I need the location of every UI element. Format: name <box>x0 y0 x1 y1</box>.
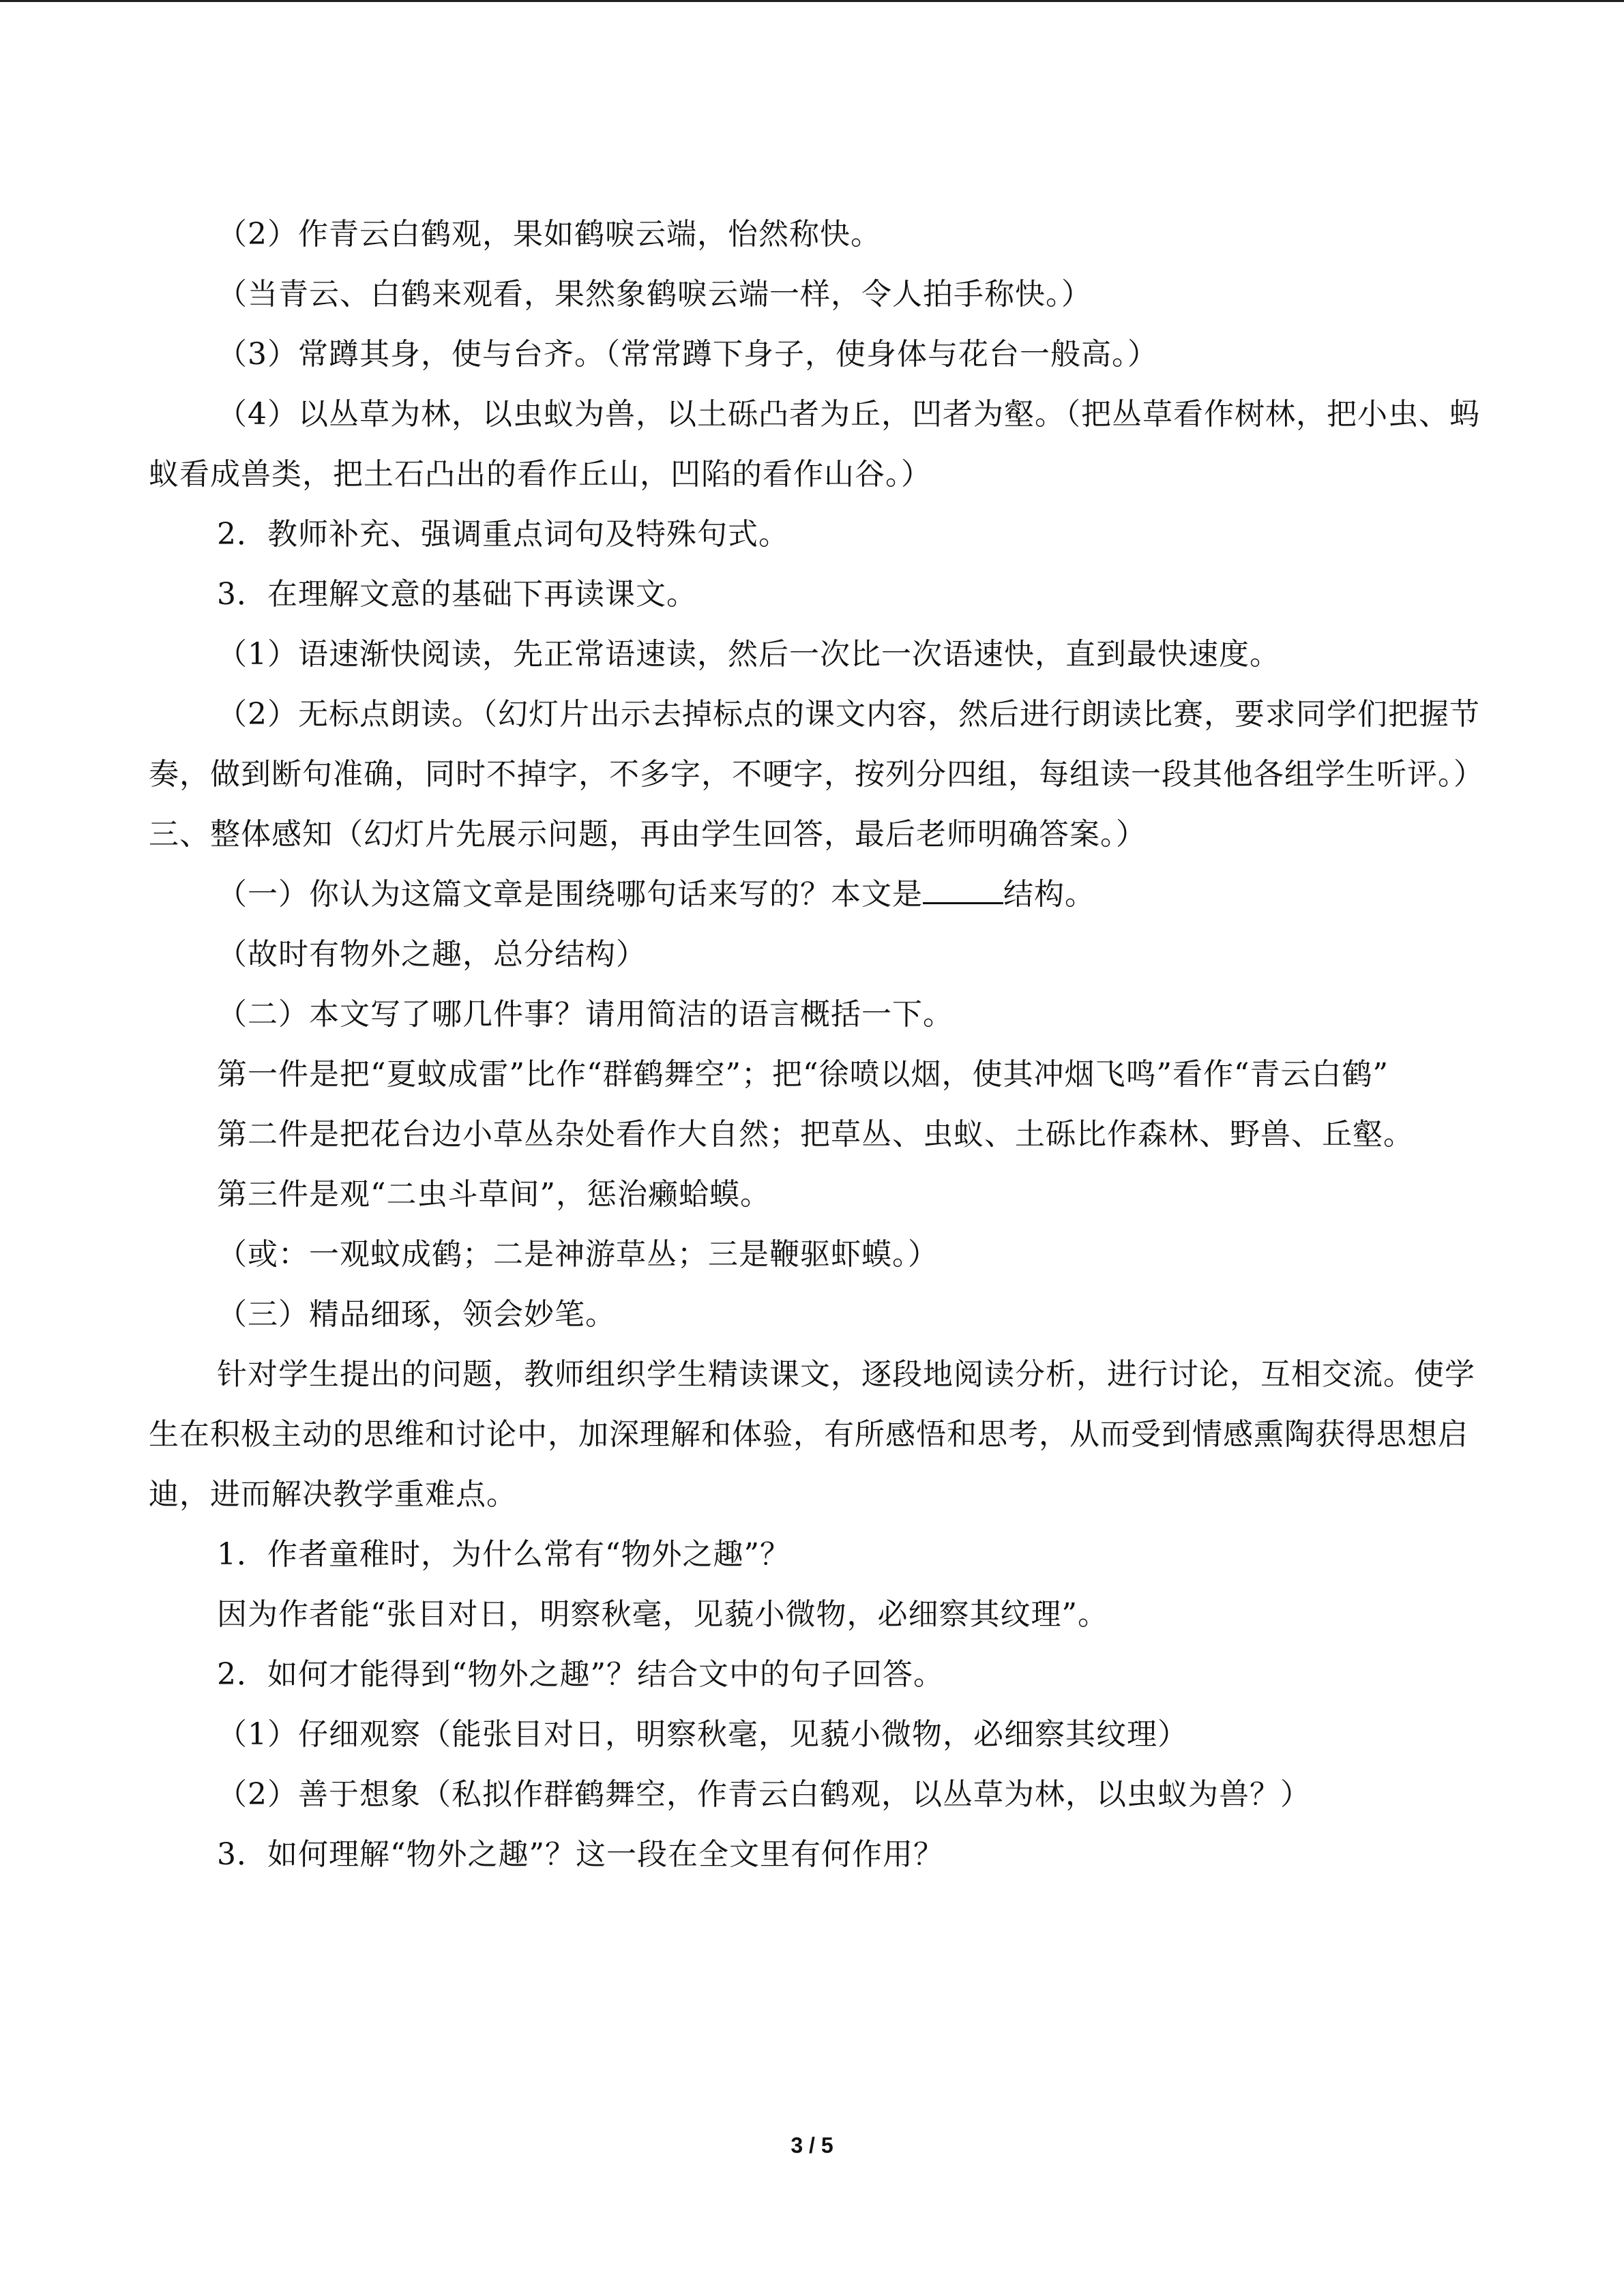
question-text-end: 结构。 <box>1003 877 1095 912</box>
answer-line: （故时有物外之趣，总分结构） <box>217 937 647 972</box>
question-line: 2．如何才能得到“物外之趣”？结合文中的句子回答。 <box>217 1657 944 1692</box>
paragraph-line: （2）无标点朗读。（幻灯片出示去掉标点的课文内容，然后进行朗读比赛，要求同学们把握节奏，做到断句准确，同时不掉字，不多字，不哽字，按列分四组，每组读一段其他各组学生听评。） <box>149 697 1484 792</box>
answer-line: 因为作者能“张目对日，明察秋毫，见藐小微物，必细察其纹理”。 <box>217 1597 1108 1632</box>
answer-line: （2）善于想象（私拟作群鹤舞空，作青云白鹤观，以丛草为林，以虫蚁为兽？） <box>217 1777 1311 1812</box>
paragraph-line: （1）语速渐快阅读，先正常语速读，然后一次比一次语速快，直到最快速度。 <box>217 637 1280 672</box>
question-line: （二）本文写了哪几件事？请用简洁的语言概括一下。 <box>217 997 954 1032</box>
paragraph-line: （4）以丛草为林，以虫蚁为兽，以土砾凸者为丘，凹者为壑。（把丛草看作树林，把小虫、蚂蚁看成兽类，把土石凸出的看作丘山，凹陷的看作山谷。） <box>149 397 1480 492</box>
question-line: 3．如何理解“物外之趣”？这一段在全文里有何作用？ <box>217 1837 944 1872</box>
paragraph-line: （2）作青云白鹤观，果如鹤唳云端，怡然称快。 <box>217 217 881 252</box>
paragraph-line: 针对学生提出的问题，教师组织学生精读课文，逐段地阅读分析，进行讨论，互相交流。使学生在积极主动的思维和讨论中，加深理解和体验，有所感悟和思考，从而受到情感熏陶获得思想启迪，进而解决教学重难点。 <box>149 1357 1475 1512</box>
paragraph-line: 第一件是把“夏蚊成雷”比作“群鹤舞空”；把“徐喷以烟，使其冲烟飞鸣”看作“青云白鹤” <box>217 1057 1389 1092</box>
paragraph-line: （或：一观蚊成鹤；二是神游草丛；三是鞭驱虾蟆。） <box>217 1237 939 1272</box>
page-number: 3 / 5 <box>791 2133 833 2158</box>
fill-in-blank <box>923 875 1003 904</box>
document-body <box>149 205 1486 1885</box>
answer-line: （1）仔细观察（能张目对日，明察秋毫，见藐小微物，必细察其纹理） <box>217 1717 1188 1752</box>
paragraph-line: （3）常蹲其身，使与台齐。（常常蹲下身子，使身体与花台一般高。） <box>217 337 1158 372</box>
paragraph-line: 第二件是把花台边小草丛杂处看作大自然；把草丛、虫蚁、土砾比作森林、野兽、丘壑。 <box>217 1117 1414 1152</box>
paragraph-line: 3．在理解文意的基础下再读课文。 <box>217 577 697 612</box>
question-line: 1．作者童稚时，为什么常有“物外之趣”？ <box>217 1537 791 1572</box>
question-text: （一）你认为这篇文章是围绕哪句话来写的？本文是 <box>217 877 923 912</box>
paragraph-line: （当青云、白鹤来观看，果然象鹤唳云端一样，令人拍手称快。） <box>217 277 1092 312</box>
question-line <box>149 865 1486 925</box>
section-heading: 三、整体感知（幻灯片先展示问题，再由学生回答，最后老师明确答案。） <box>149 817 1147 852</box>
subsection-heading: （三）精品细琢，领会妙笔。 <box>217 1297 616 1332</box>
page-top-border <box>0 0 1624 2</box>
paragraph-line: 2．教师补充、强调重点词句及特殊句式。 <box>217 517 789 552</box>
paragraph-line: 第三件是观“二虫斗草间”，惩治癞蛤蟆。 <box>217 1177 771 1212</box>
